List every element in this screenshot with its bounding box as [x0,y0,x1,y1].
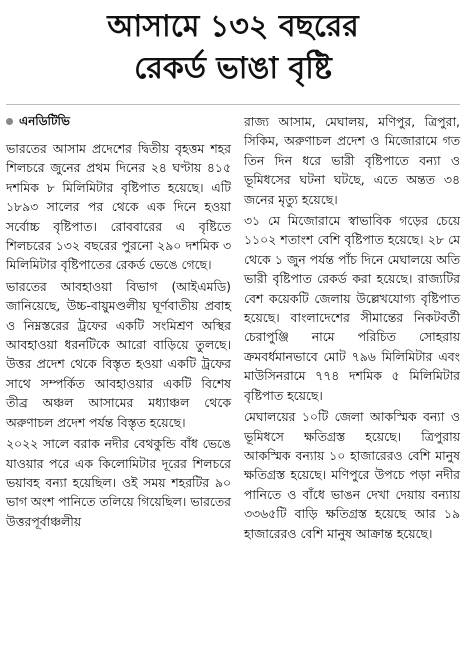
byline [6,112,231,131]
article-paragraph: ভারতের আবহাওয়া বিভাগ (আইএমডি) জানিয়েছে, উচ্চ-বায়ুমণ্ডলীয় ঘূর্ণবাতীয় প্রবাহ ও নিম্নস্তরের ট্রফের একটি সংমিশ্রণ অস্থির আবহাওয়া ধরনটিকে আরো বাড়িয়ে তুলছে। উত্তর প্রদেশ থেকে বিস্তৃত হওয়া একটি ট্রফের সাথে সম্পর্কিত আবহাওয়ার একটি বিশেষ তীব্র অঞ্চল আসামের মধ্যাঞ্চল থেকে অরুণাচল প্রদেশ পর্যন্ত বিস্তৃত হয়েছে। [6,278,231,430]
byline-source: এনডিটিভি [19,114,70,128]
bullet-icon [6,118,13,125]
headline-divider [6,104,460,105]
article-paragraph: ২০২২ সালে বরাক নদীর বেথকুন্ডি বাঁধ ভেঙে যাওয়ার পরে এক কিলোমিটার দূরের শিলচরে ভয়াবহ বন্যা হয়েছিল। ওই সময় শহরটির ৯০ ভাগ অংশ পানিতে তলিয়ে গিয়েছিল। ভারতের উত্তরপূর্বাঞ্চলীয় [6,436,231,529]
headline-line-1: আসামে ১৩২ বছরের [107,9,359,44]
article-paragraph: রাজ্য আসাম, মেঘালয়, মণিপুর, ত্রিপুরা, সিকিম, অরুণাচল প্রদেশ ও মিজোরামে গত তিন দিন ধরে ভারী বৃষ্টিপাতে বন্যা ও ভূমিধসের ঘটনা ঘটছে, এতে অন্তত ৩৪ জনের মৃত্যু হয়েছে। [244,114,460,207]
headline-line-2: রেকর্ড ভাঙা বৃষ্টি [134,51,332,86]
article-paragraph: ৩১ মে মিজোরামে স্বাভাবিক গড়ের চেয়ে ১১০২ শতাংশ বেশি বৃষ্টিপাত হয়েছে। ২৮ মে থেকে ১ জুন পর্যন্ত পাঁচ দিনে মেঘালয়ে অতি ভারী বৃষ্টিপাত রেকর্ড করা হয়েছে। রাজ্যটির বেশ কয়েকটি জেলায় উল্লেখযোগ্য বৃষ্টিপাত হয়েছে। বাংলাদেশের সীমান্তের নিকটবর্তী চেরাপুঞ্জি নামে পরিচিত সোহরায় ক্রমবর্ধমানভাবে মোট ৭৯৬ মিলিমিটার এবং মাউসিনরামে ৭৭৪ দশমিক ৫ মিলিমিটার বৃষ্টিপাত হয়েছে। [244,213,460,403]
article-column-left [6,112,231,533]
article-paragraph: ভারতের আসাম প্রদেশের দ্বিতীয় বৃহত্তম শহর শিলচরে জুনের প্রথম দিনের ২৪ ঘণ্টায় ৪১৫ দশমিক ৮ মিলিমিটার বৃষ্টিপাত হয়েছে। এটি ১৮৯৩ সালের পর থেকে এক দিনে হওয়া সর্বোচ্চ বৃষ্টিপাত। রোববারের এ বৃষ্টিতে শিলচরের ১৩২ বছরের পুরনো ২৯০ দশমিক ৩ মিলিমিটার বৃষ্টিপাতের রেকর্ড ভেঙে গেছে। [6,141,231,273]
article-column-right [244,112,460,545]
article-paragraph: মেঘালয়ের ১০টি জেলা আকস্মিক বন্যা ও ভূমিধসে ক্ষতিগ্রস্ত হয়েছে। ত্রিপুরায় আকস্মিক বন্যায় ১০ হাজারেরও বেশি মানুষ ক্ষতিগ্রস্ত হয়েছে। মণিপুরে উপচে পড়া নদীর পানিতে ও বাঁধে ভাঙন দেখা দেয়ায় বন্যায় ৩৩৬৫টি বাড়ি ক্ষতিগ্রস্ত হয়েছে আর ১৯ হাজারেরও বেশি মানুষ আক্রান্ত হয়েছে। [244,409,460,541]
headline [0,6,466,90]
